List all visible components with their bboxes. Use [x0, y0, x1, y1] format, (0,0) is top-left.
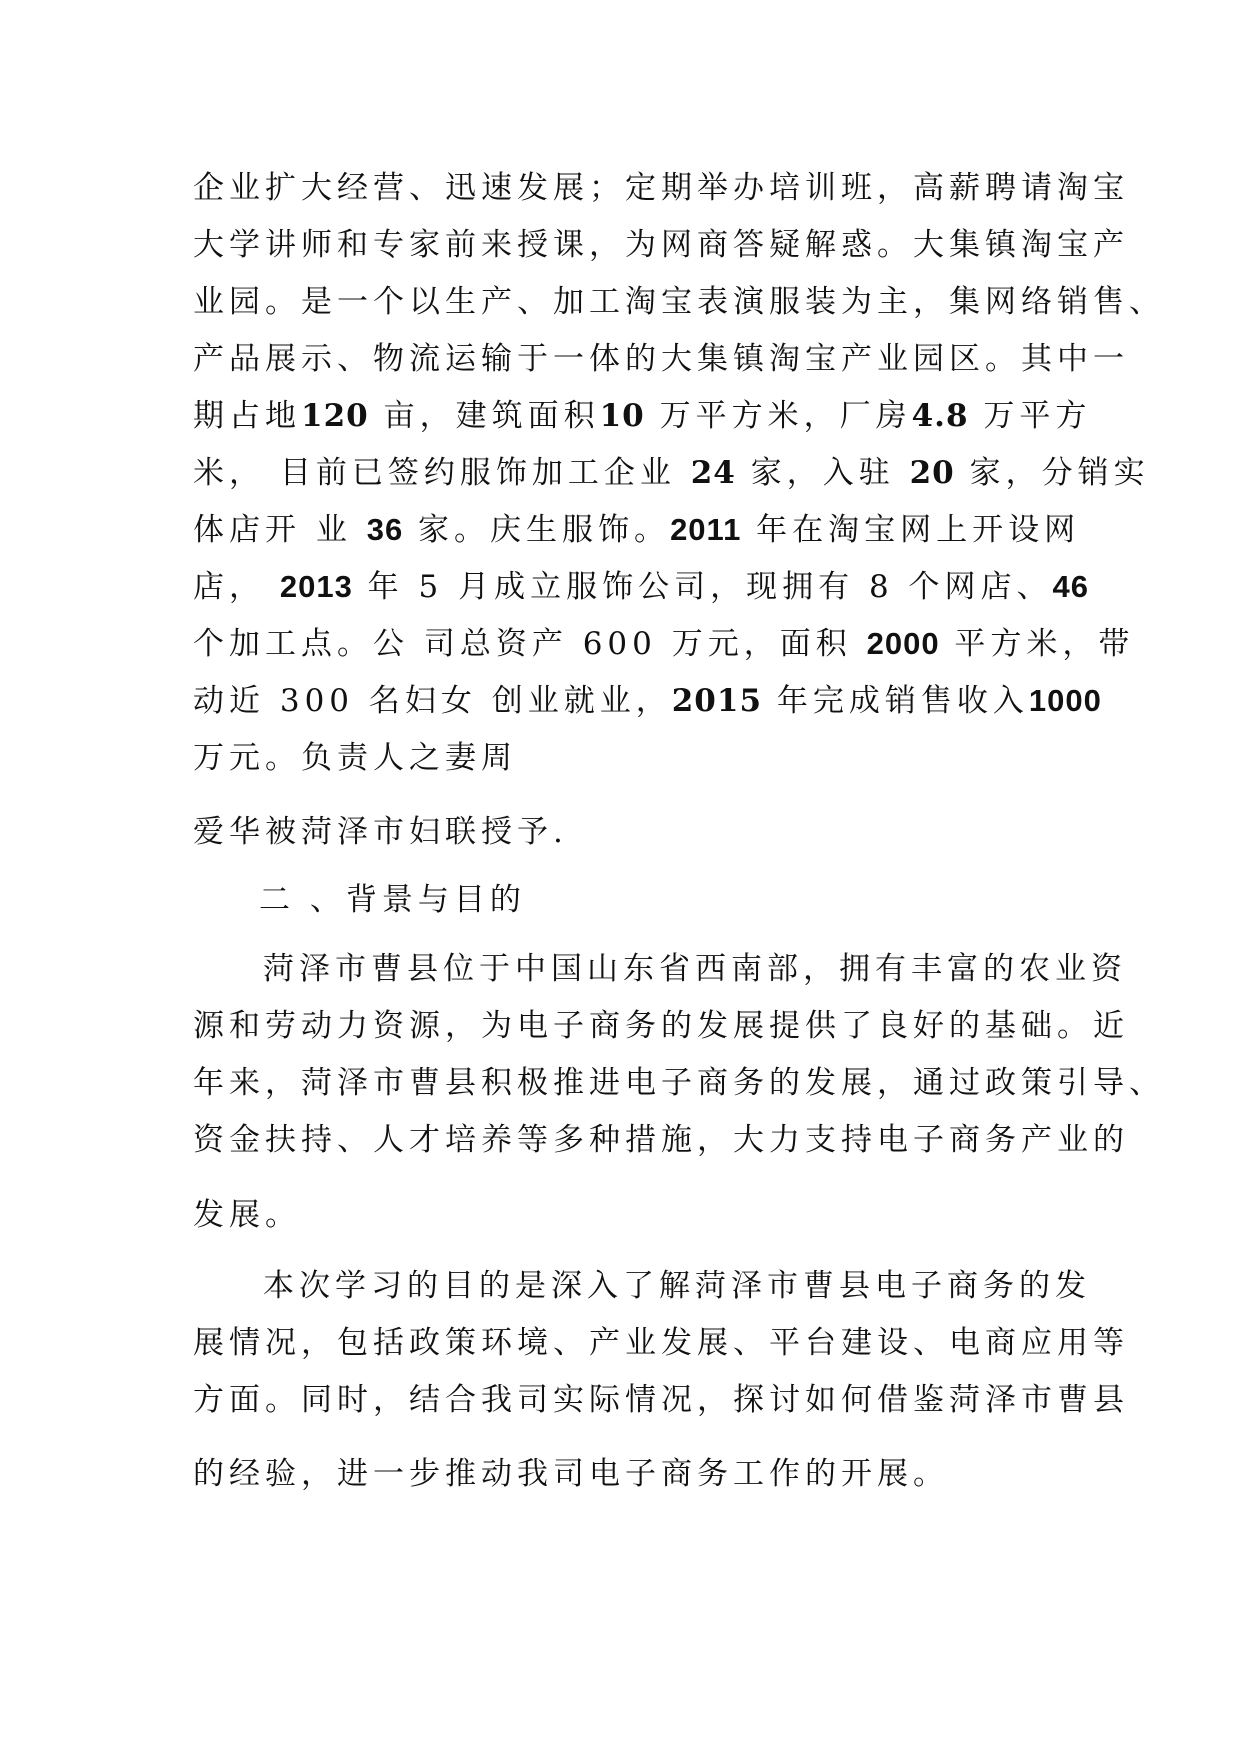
number: 2015 — [671, 683, 763, 719]
text-line: 产品展示、物流运输于一体的大集镇淘宝产业园区。其中一 — [193, 341, 1129, 377]
text-run: 家。庆生服饰。 — [403, 512, 671, 548]
section-heading: 二 、背景与目的 — [259, 882, 526, 918]
text-run: 体店开 业 — [193, 512, 367, 548]
text-line — [193, 679, 1102, 723]
text-line: 业园。是一个以生产、加工淘宝表演服装为主，集网络销售、 — [193, 284, 1165, 320]
text-line: 展情况，包括政策环境、产业发展、平台建设、电商应用等 — [193, 1325, 1129, 1361]
number: 2011 — [670, 512, 742, 547]
text-run: 店， — [193, 569, 280, 605]
text-line — [193, 565, 1090, 609]
number: 120 — [301, 398, 369, 434]
text-run: 平方米，带 — [939, 626, 1135, 662]
text-line: 爱华被菏泽市妇联授予. — [193, 814, 568, 850]
text-line: 企业扩大经营、迅速发展；定期举办培训班，高薪聘请淘宝 — [193, 170, 1129, 206]
text-run: 年完成销售收入 — [762, 683, 1029, 719]
number: 4.8 — [911, 398, 969, 434]
text-line: 发展。 — [193, 1197, 301, 1233]
text-run: 动近 300 名妇女 创业就业， — [193, 683, 672, 719]
text-line: 的经验，进一步推动我司电子商务工作的开展。 — [193, 1456, 949, 1492]
text-line: 资金扶持、人才培养等多种措施，大力支持电子商务产业的 — [193, 1122, 1129, 1158]
text-run: 家，分销实 — [954, 455, 1150, 491]
text-line — [193, 508, 1081, 552]
number: 36 — [366, 512, 404, 547]
number: 2013 — [279, 569, 353, 604]
text-line: 方面。同时，结合我司实际情况，探讨如何借鉴菏泽市曹县 — [193, 1382, 1129, 1418]
text-run: 米， 目前已签约服饰加工企业 — [193, 455, 691, 491]
number: 20 — [909, 455, 955, 491]
number: 1000 — [1028, 683, 1102, 718]
text-run: 万平方 — [968, 398, 1092, 434]
text-run: 个加工点。公 司总资产 600 万元，面积 — [193, 626, 867, 662]
text-line: 万元。负责人之妻周 — [193, 740, 517, 776]
number: 24 — [690, 455, 736, 491]
text-run: 亩，建筑面积 — [368, 398, 600, 434]
number: 2000 — [866, 626, 940, 661]
text-run: 万平方米，厂房 — [644, 398, 912, 434]
text-line — [193, 394, 1092, 438]
text-run: 年 5 月成立服饰公司，现拥有 8 个网店、 — [352, 569, 1053, 605]
text-run: 家，入驻 — [735, 455, 910, 491]
text-line — [193, 451, 1150, 495]
text-run: 期占地 — [193, 398, 301, 434]
text-line: 源和劳动力资源，为电子商务的发展提供了良好的基础。近 — [193, 1008, 1129, 1044]
text-line: 大学讲师和专家前来授课，为网商答疑解惑。大集镇淘宝产 — [193, 227, 1129, 263]
paragraph-first-line: 菏泽市曹县位于中国山东省西南部，拥有丰富的农业资 — [263, 951, 1127, 987]
number: 10 — [599, 398, 645, 434]
text-run: 年在淘宝网上开设网 — [741, 512, 1081, 548]
text-line: 年来，菏泽市曹县积极推进电子商务的发展，通过政策引导、 — [193, 1065, 1165, 1101]
paragraph-first-line: 本次学习的目的是深入了解菏泽市曹县电子商务的发 — [263, 1268, 1091, 1304]
number: 46 — [1052, 569, 1090, 604]
text-line — [193, 622, 1135, 666]
